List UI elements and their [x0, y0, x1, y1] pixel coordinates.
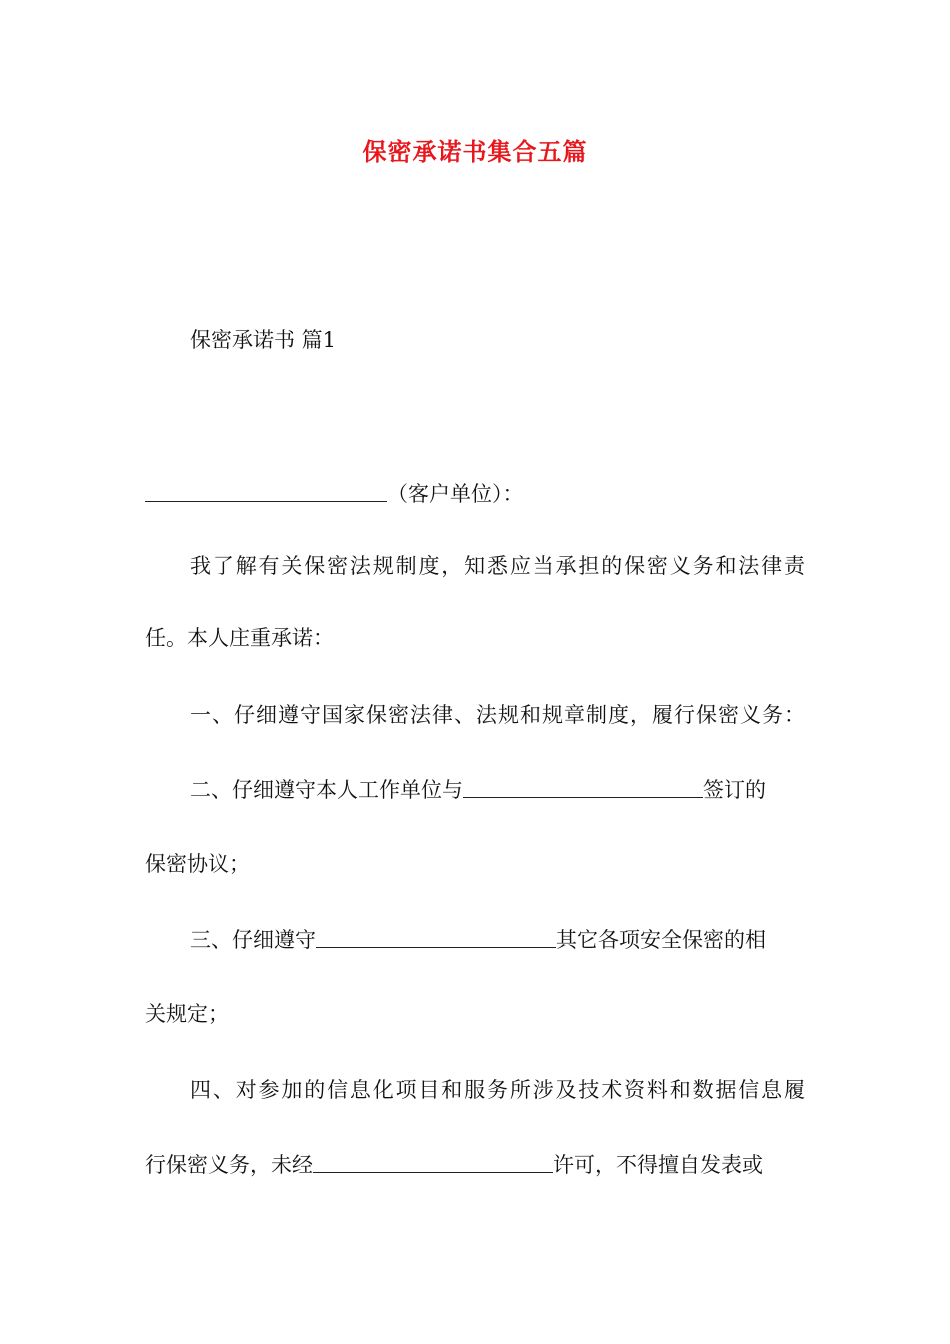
item-2-prefix: 二、仔细遵守本人工作单位与 [190, 778, 463, 802]
item-3-prefix: 三、仔细遵守 [190, 928, 316, 952]
item-3-suffix: 其它各项安全保密的相 [556, 928, 766, 952]
item-2-line-2: 保密协议； [145, 852, 250, 876]
item-2-suffix: 签订的 [703, 778, 766, 802]
addressee-label: （客户单位）： [387, 482, 524, 506]
item-4-prefix: 行保密义务，未经 [145, 1153, 313, 1177]
item-4-suffix: 许可，不得擅自发表或 [553, 1153, 763, 1177]
item-4-line-1: 四、对参加的信息化项目和服务所涉及技术资料和数据信息履 [190, 1078, 805, 1102]
intro-line-2: 任。本人庄重承诺： [145, 626, 334, 650]
intro-line-1: 我了解有关保密法规制度，知悉应当承担的保密义务和法律责 [190, 554, 805, 578]
blank-work-unit[interactable] [463, 775, 703, 798]
item-1: 一、仔细遵守国家保密法律、法规和规章制度，履行保密义务： [190, 703, 805, 727]
document-title: 保密承诺书集合五篇 [362, 137, 588, 166]
addressee-line [145, 476, 805, 512]
item-3-line-2: 关规定； [145, 1002, 229, 1026]
section-heading: 保密承诺书 篇1 [190, 328, 337, 352]
item-4-line-2 [145, 1147, 805, 1183]
item-2-line-1 [190, 772, 805, 808]
blank-permission-party[interactable] [313, 1150, 553, 1173]
item-3-line-1 [190, 922, 805, 958]
blank-regulation-party[interactable] [316, 925, 556, 948]
blank-customer-unit[interactable] [145, 479, 387, 502]
